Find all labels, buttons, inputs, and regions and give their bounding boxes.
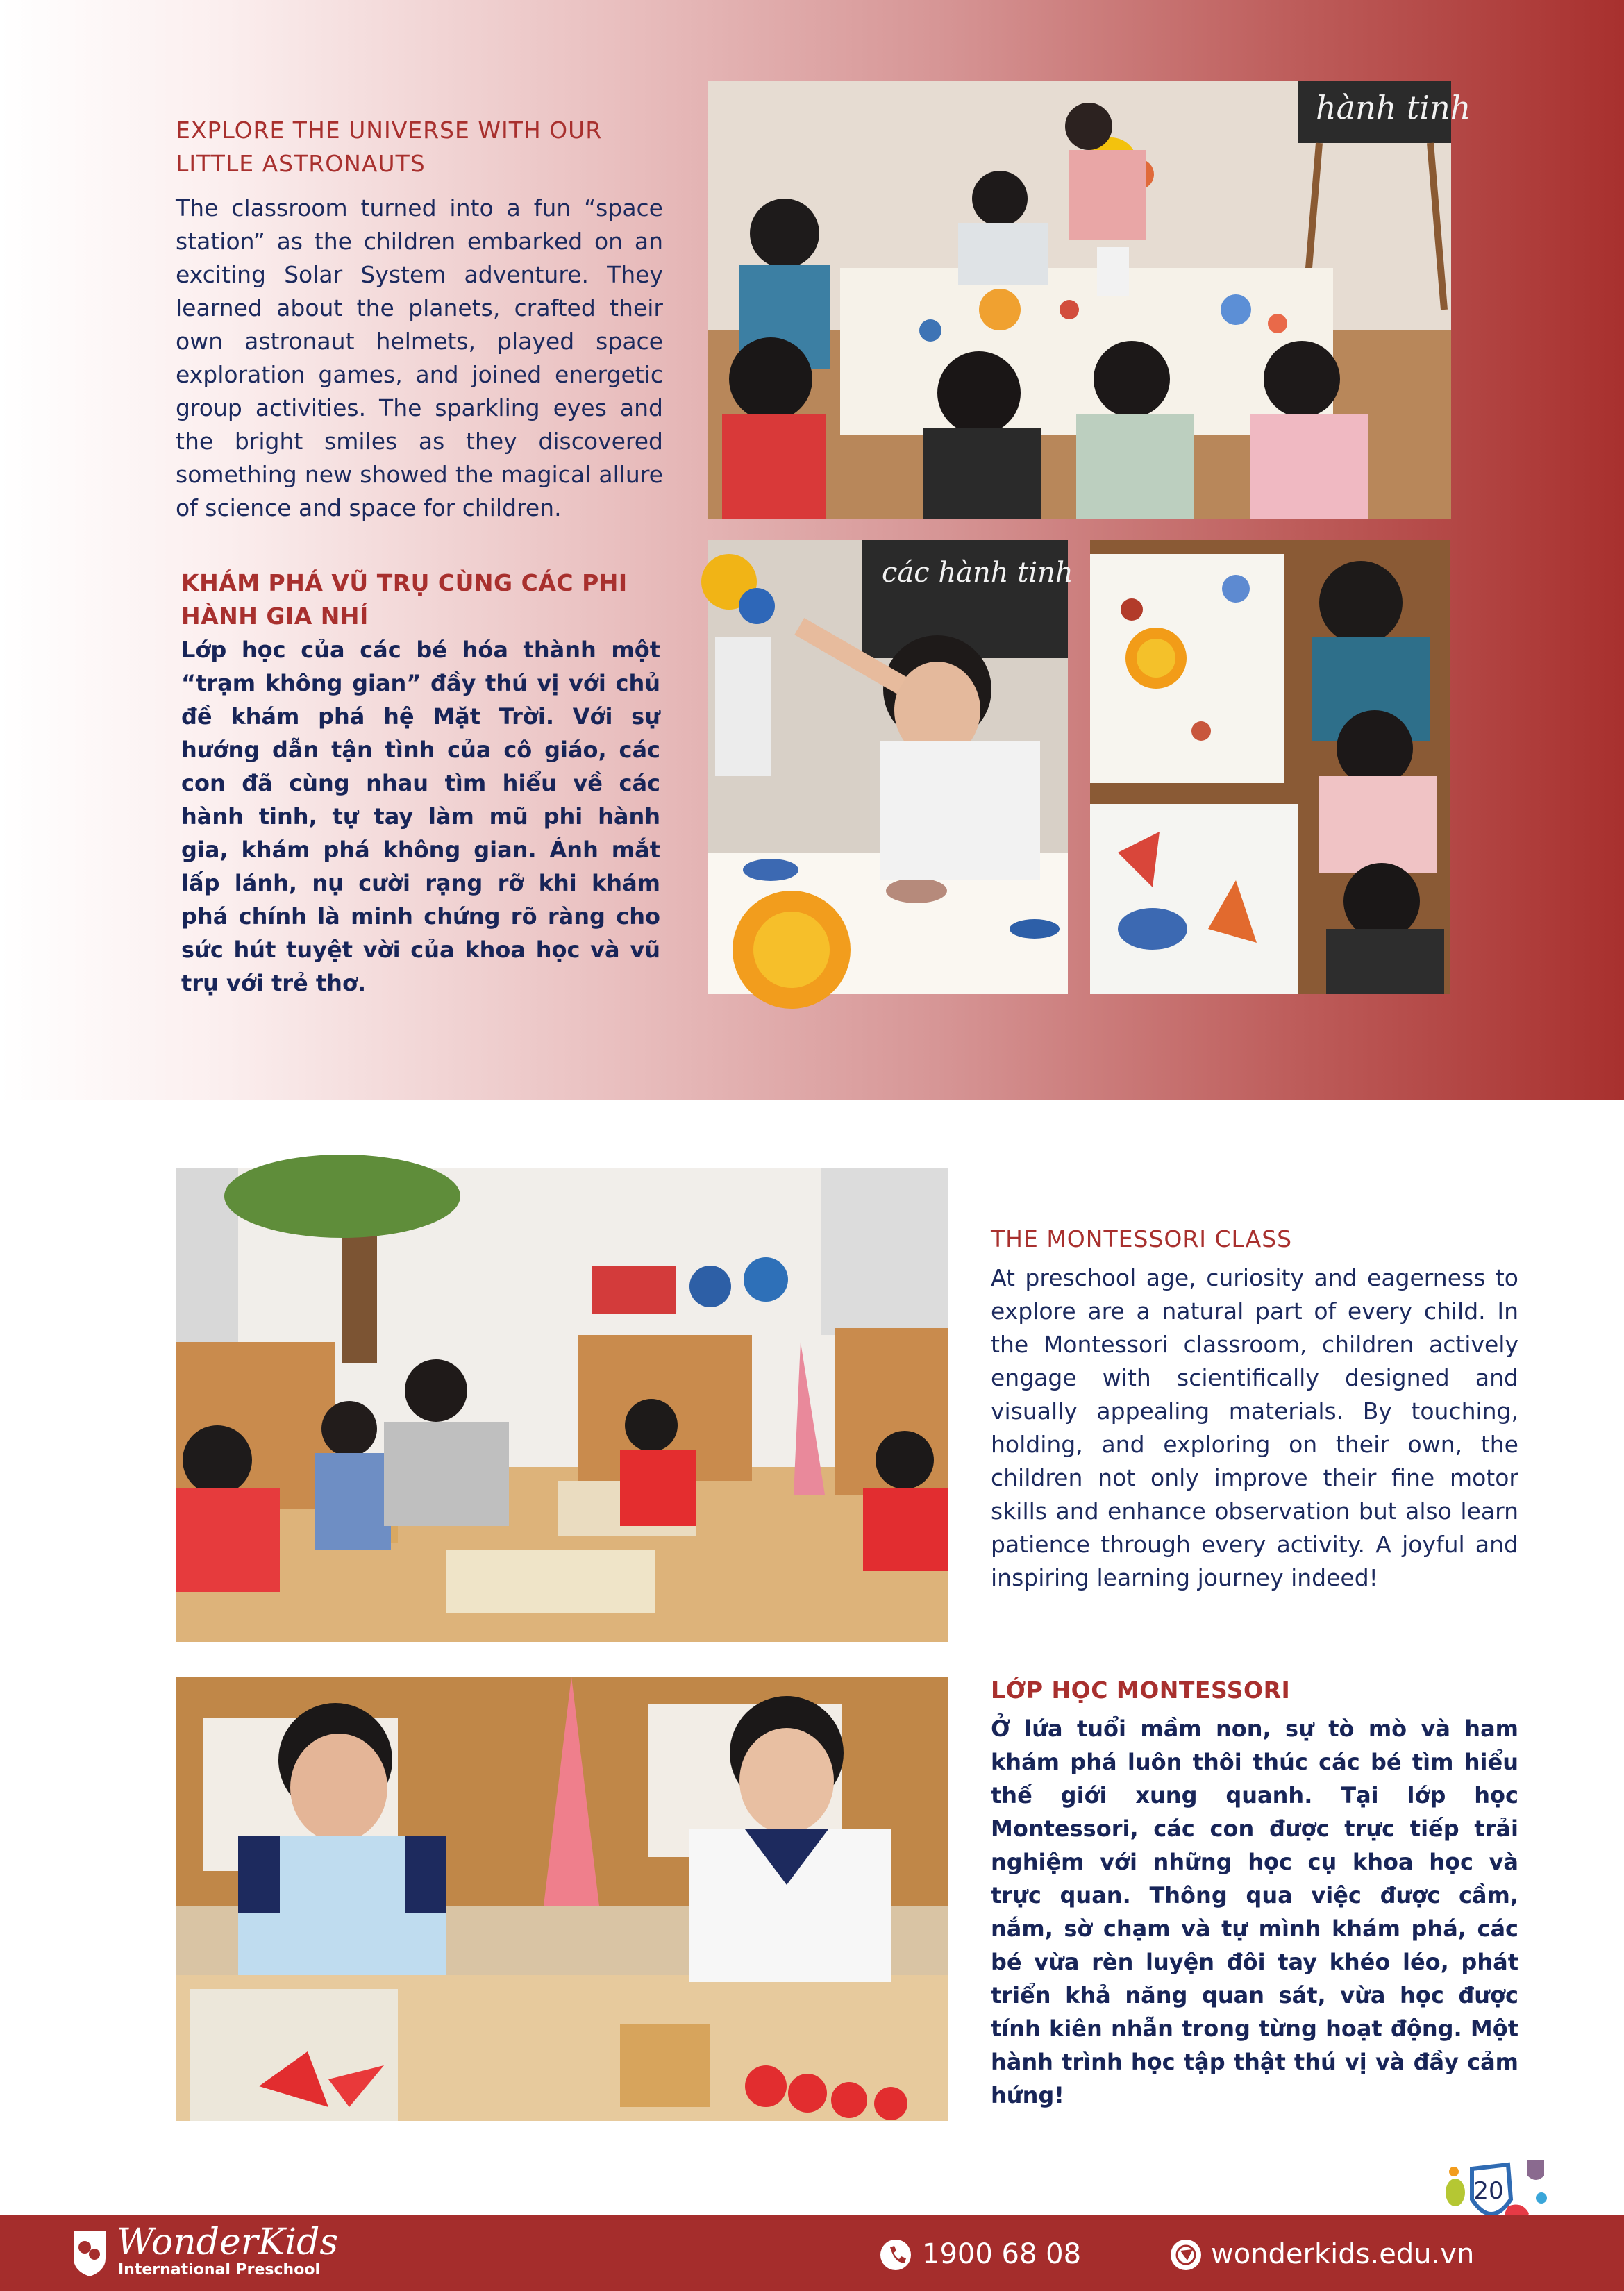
space-title-en-line1: EXPLORE THE UNIVERSE WITH OUR [176, 117, 603, 144]
chalkboard-text: hành tinh [1316, 89, 1471, 126]
space-title-vi-line1: KHÁM PHÁ VŨ TRỤ CÙNG CÁC PHI [181, 569, 628, 596]
photo-children-light-table [1090, 540, 1450, 994]
montessori-title-en: THE MONTESSORI CLASS [991, 1225, 1293, 1252]
wonderkids-logo-icon [71, 2228, 108, 2278]
space-body-en: The classroom turned into a fun “space station” as the children embarked on an exciting Solar System adventure. They learned about the planets, crafted their own astronaut helmets, played space exploration games, and joined energetic group activities. The sparkling eyes and the bright smiles as they discovered something new showed the magical allure of science and space for children. [176, 194, 663, 521]
montessori-title-vi: LỚP HỌC MONTESSORI [991, 1677, 1291, 1704]
website-link[interactable]: wonderkids.edu.vn [1211, 2238, 1475, 2270]
photo-montessori-boys [176, 1677, 948, 2121]
space-body-vi: Lớp học của các bé hóa thành một “trạm không gian” đầy thú vị với chủ đề khám phá hệ Mặt Trời. Với sự hướng dẫn tận tình của cô giáo, các con đã cùng nhau tìm hiểu về các hành tinh, tự tay làm mũ phi hành gia, khám phá không gian. Ánh mắt lấp lánh, nụ cười rạng rỡ khi khám phá chính là minh chứng rõ ràng cho sức hút tuyệt vời của khoa học và vũ trụ với trẻ thơ. [181, 637, 660, 996]
chalkboard-text-2: các hành tinh [882, 557, 1073, 589]
photo-montessori-classroom [176, 1168, 948, 1642]
space-title-vi [181, 567, 681, 633]
montessori-body-en: At preschool age, curiosity and eagerness to explore are a natural part of every child. In the Montessori classroom, children actively engage with scientifically designed and visually appealing materials. By touching, holding, and exploring on their own, the children not only improve their fine motor skills and enhance observation but also learn patience through every activity. A joyful and inspiring learning journey indeed! [991, 1264, 1518, 1591]
photo-boy-planets [708, 540, 1073, 994]
montessori-body-vi: Ở lứa tuổi mầm non, sự tò mò và ham khám phá luôn thôi thúc các bé tìm hiểu thế giới xung quanh. Tại lớp học Montessori, các con được trực tiếp trải nghiệm với những học cụ khoa học và trực quan. Thông qua việc được cầm, nắm, sờ chạm và tự mình khám phá, các bé vừa rèn luyện đôi tay khéo léo, phát triển khả năng quan sát, vừa học được tính kiên nhẫn trong từng hoạt động. Một hành trình học tập thật thú vị và đầy cảm hứng! [991, 1715, 1518, 2108]
space-title-en-line2: LITTLE ASTRONAUTS [176, 150, 426, 177]
page-number: 20 [1473, 2177, 1504, 2205]
space-title-vi-line2: HÀNH GIA NHÍ [181, 603, 369, 630]
globe-icon [1171, 2240, 1201, 2270]
phone-number[interactable]: 1900 68 08 [922, 2238, 1082, 2270]
photo-light-table-group [708, 81, 1471, 519]
space-title-en [176, 114, 676, 181]
brand-name: WonderKids [117, 2222, 339, 2263]
brand-subtitle: International Preschool [118, 2261, 320, 2279]
phone-icon [880, 2240, 911, 2270]
